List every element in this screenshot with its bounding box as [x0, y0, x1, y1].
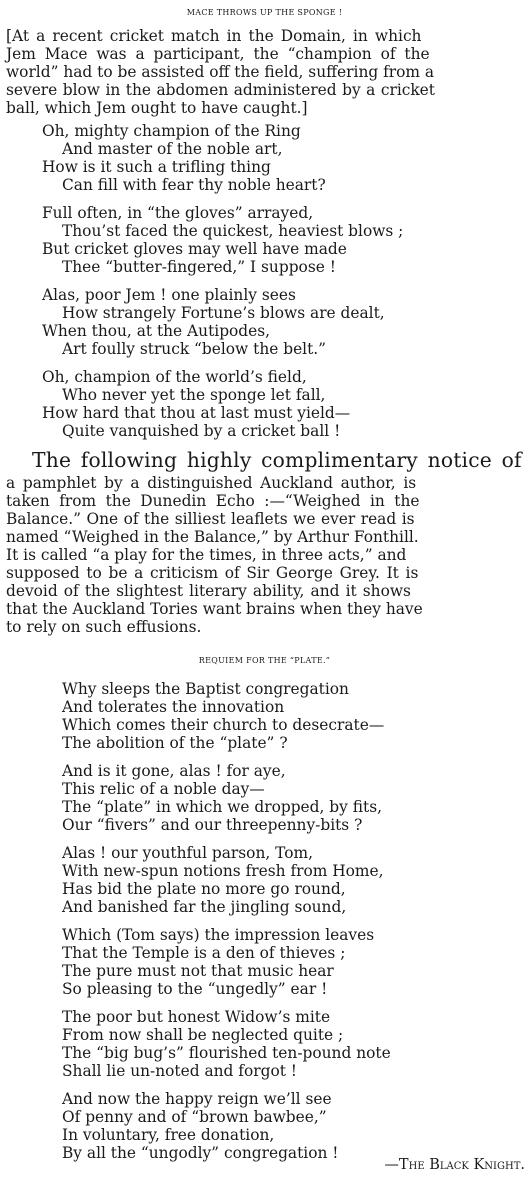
intro-line: severe blow in the abdomen administered by a cricket: [6, 81, 435, 99]
notice-lead-line: The following highly complimentary notice of: [32, 448, 522, 472]
intro-line: [At a recent cricket match in the Domain, in which: [6, 27, 422, 45]
verse-line: From now shall be neglected quite ;: [62, 1026, 344, 1044]
verse-line: So pleasing to the “ungedly” ear !: [62, 980, 328, 998]
verse-line: Quite vanquished by a cricket ball !: [62, 422, 341, 440]
intro-line: Jem Mace was a participant, the “champion of the: [6, 45, 430, 63]
verse-line: Alas ! our youthful parson, Tom,: [62, 844, 313, 862]
notice-line: devoid of the slightest literary ability, and it shows: [6, 582, 411, 600]
verse-line: Thou’st faced the quickest, heaviest blows ;: [62, 222, 404, 240]
verse-line: When thou, at the Autipodes,: [42, 322, 271, 340]
notice-line: It is called “a play for the times, in three acts,” and: [6, 546, 407, 564]
verse-line: The “big bug’s” flourished ten-pound note: [62, 1044, 391, 1062]
notice-line: a pamphlet by a distinguished Auckland author, is: [6, 474, 417, 492]
verse-line: The “plate” in which we dropped, by fits,: [62, 798, 382, 816]
verse-line: With new-spun notions fresh from Home,: [62, 862, 384, 880]
verse-line: Our “fivers” and our threepenny-bits ?: [62, 816, 363, 834]
intro-line: world” had to be assisted off the field, suffering from a: [6, 63, 435, 81]
verse-line: Can fill with fear thy noble heart?: [62, 176, 326, 194]
verse-line: Art foully struck “below the belt.”: [62, 340, 327, 358]
verse-line: The poor but honest Widow’s mite: [62, 1008, 331, 1026]
verse-line: In voluntary, free donation,: [62, 1126, 275, 1144]
verse-line: And tolerates the innovation: [62, 698, 285, 716]
notice-line: that the Auckland Tories want brains when they have: [6, 600, 423, 618]
verse-line: Which (Tom says) the impression leaves: [62, 926, 375, 944]
verse-line: And now the happy reign we’ll see: [62, 1090, 332, 1108]
verse-line: And master of the noble art,: [62, 140, 283, 158]
verse-line: How hard that thou at last must yield—: [42, 404, 351, 422]
verse-line: By all the “ungodly” congregation !: [62, 1144, 339, 1162]
verse-line: Thee “butter-fingered,” I suppose !: [62, 258, 336, 276]
verse-line: Of penny and of “brown bawbee,”: [62, 1108, 327, 1126]
verse-line: Oh, mighty champion of the Ring: [42, 122, 301, 140]
notice-line: taken from the Dunedin Echo :—“Weighed in the: [6, 492, 420, 510]
verse-line: How strangely Fortune’s blows are dealt,: [62, 304, 385, 322]
article-title-requiem: REQUIEM FOR THE “PLATE.”: [198, 656, 331, 665]
verse-line: And is it gone, alas ! for aye,: [62, 762, 286, 780]
notice-line: supposed to be a criticism of Sir George Grey. It is: [6, 564, 419, 582]
verse-line: But cricket gloves may well have made: [42, 240, 347, 258]
notice-line: to rely on such effusions.: [6, 618, 202, 636]
verse-line: How is it such a trifling thing: [42, 158, 271, 176]
author-signature: —The Black Knight.: [384, 1157, 525, 1173]
notice-line: Balance.” One of the silliest leaflets we ever read is: [6, 510, 415, 528]
verse-line: Which comes their church to desecrate—: [62, 716, 385, 734]
verse-line: Who never yet the sponge let fall,: [62, 386, 326, 404]
verse-line: This relic of a noble day—: [62, 780, 265, 798]
verse-line: Full often, in “the gloves” arrayed,: [42, 204, 314, 222]
verse-line: And banished far the jingling sound,: [62, 898, 347, 916]
verse-line: Why sleeps the Baptist congregation: [62, 680, 349, 698]
intro-line: ball, which Jem ought to have caught.]: [6, 99, 308, 117]
verse-line: That the Temple is a den of thieves ;: [62, 944, 346, 962]
notice-line: named “Weighed in the Balance,” by Arthur Fonthill.: [6, 528, 419, 546]
verse-line: The pure must not that music hear: [62, 962, 334, 980]
verse-line: Oh, champion of the world’s field,: [42, 368, 307, 386]
article-title-mace: MACE THROWS UP THE SPONGE !: [186, 8, 343, 17]
verse-line: The abolition of the “plate” ?: [62, 734, 288, 752]
verse-line: Alas, poor Jem ! one plainly sees: [42, 286, 296, 304]
verse-line: Has bid the plate no more go round,: [62, 880, 346, 898]
verse-line: Shall lie un-noted and forgot !: [62, 1062, 297, 1080]
